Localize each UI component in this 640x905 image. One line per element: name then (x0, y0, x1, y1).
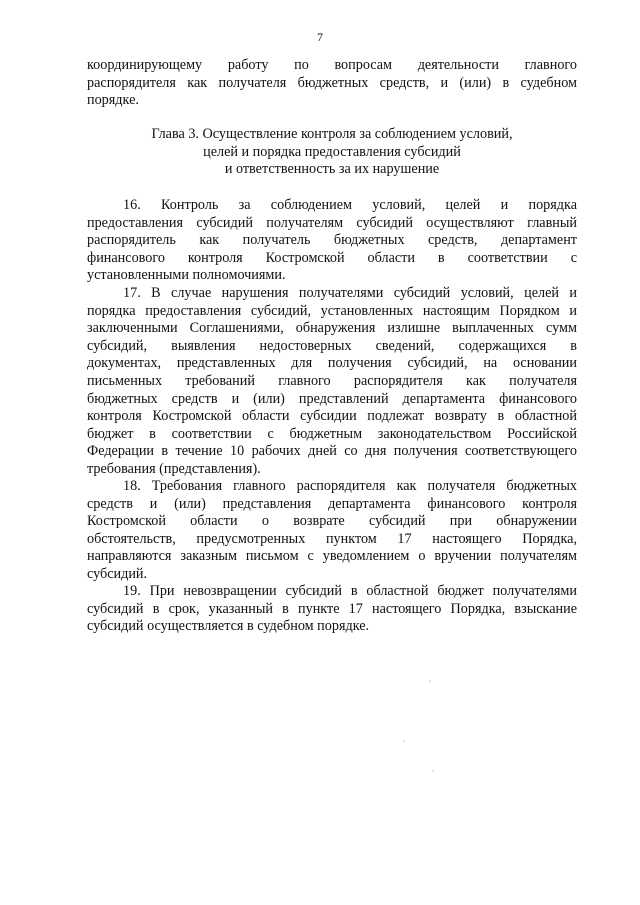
text-line: направляются заказным письмом с уведомлением о вручении получателям (87, 548, 577, 565)
text-line: предоставления субсидий получателям субсидий осуществляют главный (87, 214, 577, 231)
scan-speck (432, 770, 433, 771)
text-line: 19. При невозвращении субсидий в областной бюджет получателями (123, 583, 577, 599)
text-line: распорядитель как получатель бюджетных средств, департамент (87, 232, 577, 249)
text-line: обстоятельств, предусмотренных пунктом 17 настоящего Порядка, (87, 530, 577, 547)
text-line: 17. В случае нарушения получателями субсидий условий, целей и (123, 285, 577, 301)
heading-line: и ответственность за их нарушение (224, 161, 440, 178)
heading-line: целей и порядка предоставления субсидий (203, 143, 461, 160)
text-line: контроля Костромской области субсидии подлежат возврату в областной (87, 408, 577, 425)
text-line: субсидий. (87, 565, 148, 582)
text-line: 16. Контроль за соблюдением условий, целей и порядка (123, 197, 577, 213)
scan-speck (403, 740, 404, 741)
scan-speck (429, 680, 430, 681)
text-line: заключенными Соглашениями, обнаружения излишне выплаченных сумм (87, 320, 577, 337)
text-line: порядке. (87, 92, 139, 109)
text-line: координирующему работу по вопросам деятельности главного (87, 57, 577, 73)
heading-line: Глава 3. Осуществление контроля за соблюдением условий, (151, 126, 513, 142)
text-line: бюджет в соответствии с бюджетным законодательством Российской (87, 425, 577, 442)
text-line: Федерации в течение 10 рабочих дней со дня получения соответствующего (87, 443, 577, 460)
text-line: бюджетных средств и (или) представлений департамента финансового (87, 390, 577, 407)
text-line: письменных требований главного распорядителя как получателя (87, 372, 577, 389)
text-line: порядка предоставления субсидий, установленных настоящим Порядком и (87, 302, 577, 319)
text-line: субсидий осуществляется в судебном порядке. (87, 618, 370, 635)
text-line: средств и (или) представления департамента финансового контроля (87, 495, 577, 512)
text-line: Костромской области о возврате субсидий при обнаружении (87, 513, 577, 530)
text-line: распорядителя как получателя бюджетных средств, и (или) в судебном (87, 74, 577, 91)
text-line: финансового контроля Костромской области в соответствии с (87, 249, 577, 266)
text-line: установленными полномочиями. (87, 267, 286, 284)
text-line: субсидий в срок, указанный в пункте 17 настоящего Порядка, взыскание (87, 600, 577, 617)
text-line: требования (представления). (87, 460, 261, 477)
text-line: 18. Требования главного распорядителя как получателя бюджетных (123, 478, 577, 494)
text-line: документах, представленных для получения субсидий, на основании (87, 355, 577, 372)
page-number: 7 (317, 30, 323, 44)
text-line: субсидий, выявления недостоверных сведений, содержащихся в (87, 337, 577, 354)
